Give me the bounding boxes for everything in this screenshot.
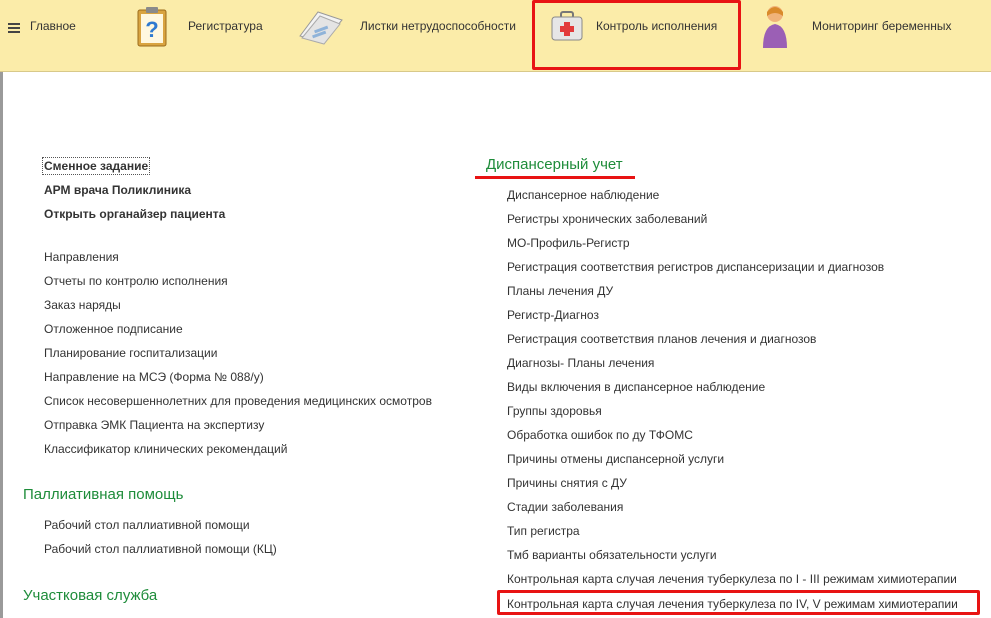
toolbar-item-execution-control-label: Контроль исполнения bbox=[596, 19, 718, 33]
hamburger-icon bbox=[8, 21, 20, 32]
link-cancel-reasons[interactable]: Причины отмены диспансерной услуги bbox=[507, 452, 725, 466]
link-register-diagnosis[interactable]: Регистр-Диагноз bbox=[507, 308, 599, 322]
link-work-orders[interactable]: Заказ наряды bbox=[44, 298, 121, 312]
person-icon bbox=[760, 4, 790, 48]
link-mse-referral[interactable]: Направление на МСЭ (Форма № 088/у) bbox=[44, 370, 264, 384]
link-patient-organizer[interactable]: Открыть органайзер пациента bbox=[44, 207, 226, 221]
section-title-district: Участковая служба bbox=[23, 587, 158, 604]
toolbar-item-registry-label: Регистратура bbox=[188, 19, 263, 33]
left-edge-divider bbox=[0, 72, 3, 618]
link-referrals[interactable]: Направления bbox=[44, 250, 119, 264]
link-emk-expertise[interactable]: Отправка ЭМК Пациента на экспертизу bbox=[44, 418, 265, 432]
link-register-type[interactable]: Тип регистра bbox=[507, 524, 580, 538]
highlight-box-tb-card bbox=[497, 590, 980, 615]
link-disease-stages[interactable]: Стадии заболевания bbox=[507, 500, 624, 514]
link-register-diagnosis-matching[interactable]: Регистрация соответствия регистров диспансеризации и диагнозов bbox=[507, 260, 885, 274]
link-chronic-registers[interactable]: Регистры хронических заболеваний bbox=[507, 212, 708, 226]
link-shift-task[interactable]: Сменное задание bbox=[44, 159, 149, 173]
link-execution-reports[interactable]: Отчеты по контролю исполнения bbox=[44, 274, 228, 288]
link-mo-profile-register[interactable]: МО-Профиль-Регистр bbox=[507, 236, 630, 250]
link-tb-card-iv-v[interactable]: Контрольная карта случая лечения туберкулеза по IV, V режимам химиотерапии bbox=[507, 597, 958, 611]
toolbar-item-sick-leave[interactable] bbox=[296, 0, 516, 52]
toolbar-item-main[interactable] bbox=[8, 0, 76, 52]
link-diagnoses-plans[interactable]: Диагнозы- Планы лечения bbox=[507, 356, 655, 370]
toolbar-item-pregnancy-monitoring-label: Мониторинг беременных bbox=[812, 19, 952, 33]
link-palliative-desk[interactable]: Рабочий стол паллиативной помощи bbox=[44, 518, 250, 532]
link-plans-diagnoses-matching[interactable]: Регистрация соответствия планов лечения и диагнозов bbox=[507, 332, 817, 346]
toolbar-item-sick-leave-label: Листки нетрудоспособности bbox=[360, 19, 516, 33]
documents-icon bbox=[296, 6, 346, 46]
clipboard-question-icon bbox=[132, 4, 172, 48]
link-tb-card-i-iii[interactable]: Контрольная карта случая лечения туберкулеза по I - III режимам химиотерапии bbox=[507, 572, 957, 586]
toolbar-item-registry[interactable] bbox=[132, 0, 263, 52]
highlight-box-toolbar bbox=[532, 0, 741, 70]
section-toolbar bbox=[0, 0, 991, 72]
toolbar-item-main-label: Главное bbox=[30, 19, 76, 33]
link-inclusion-types[interactable]: Виды включения в диспансерное наблюдение bbox=[507, 380, 766, 394]
link-doctor-workstation[interactable]: АРМ врача Поликлиника bbox=[44, 183, 192, 197]
link-minors-checkups[interactable]: Список несовершеннолетних для проведения медицинских осмотров bbox=[44, 394, 432, 408]
svg-text:?: ? bbox=[145, 17, 159, 42]
link-treatment-plans[interactable]: Планы лечения ДУ bbox=[507, 284, 614, 298]
toolbar-item-pregnancy-monitoring[interactable] bbox=[760, 0, 951, 52]
section-title-palliative: Паллиативная помощь bbox=[23, 486, 184, 503]
link-palliative-desk-kc[interactable]: Рабочий стол паллиативной помощи (КЦ) bbox=[44, 542, 277, 556]
link-service-obligation-variants[interactable]: Тмб варианты обязательности услуги bbox=[507, 548, 717, 562]
link-health-groups[interactable]: Группы здоровья bbox=[507, 404, 602, 418]
link-deferred-signing[interactable]: Отложенное подписание bbox=[44, 322, 183, 336]
underline-highlight-dispensary bbox=[475, 176, 635, 179]
link-tfoms-errors[interactable]: Обработка ошибок по ду ТФОМС bbox=[507, 428, 693, 442]
link-hospitalization-planning[interactable]: Планирование госпитализации bbox=[44, 346, 218, 360]
link-dispensary-observation[interactable]: Диспансерное наблюдение bbox=[507, 188, 660, 202]
link-removal-reasons[interactable]: Причины снятия с ДУ bbox=[507, 476, 627, 490]
section-title-dispensary: Диспансерный учет bbox=[486, 156, 623, 173]
link-clinical-guidelines[interactable]: Классификатор клинических рекомендаций bbox=[44, 442, 288, 456]
